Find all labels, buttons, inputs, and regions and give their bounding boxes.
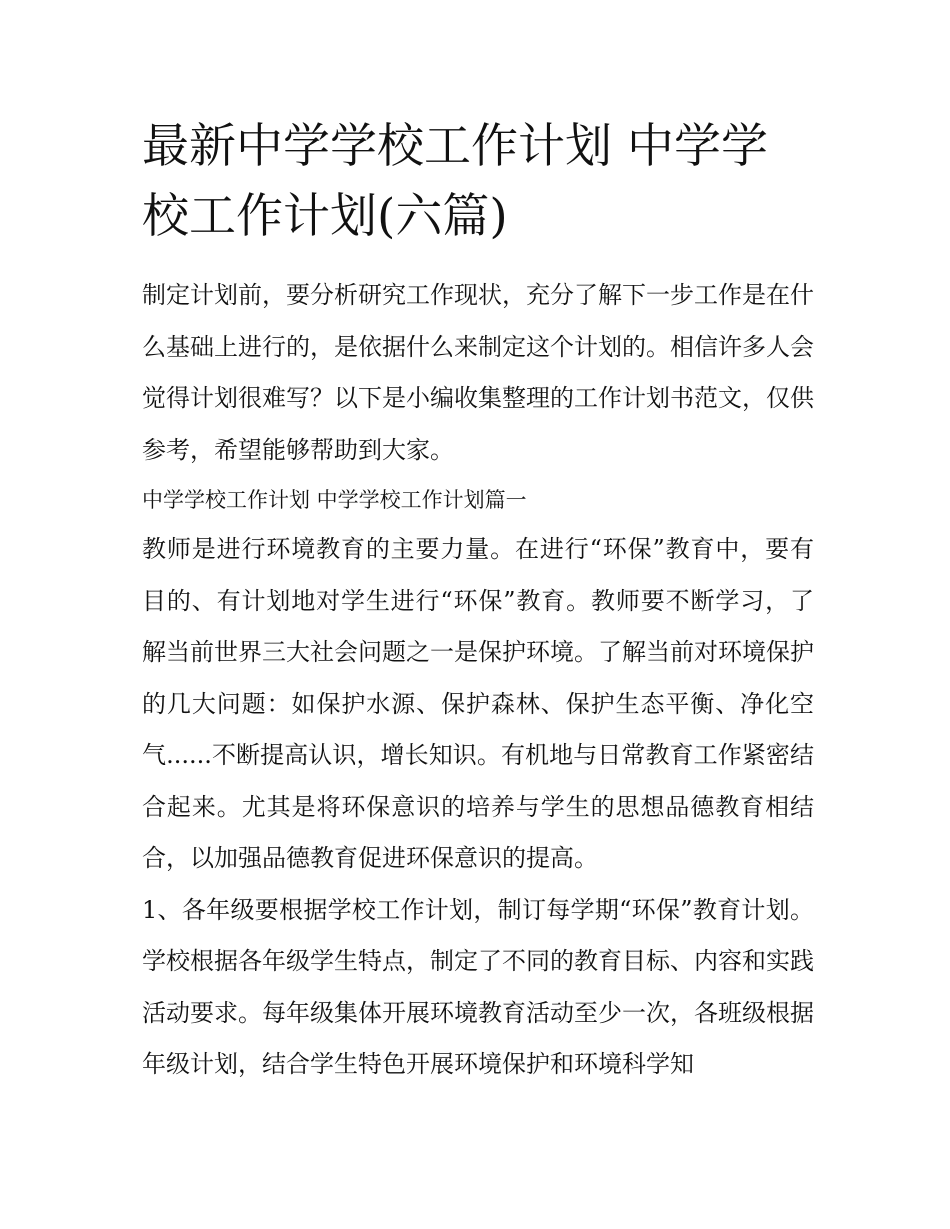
document-page <box>142 112 814 1091</box>
body-paragraph-2: 1、各年级要根据学校工作计划，制订每学期“环保”教育计划。学校根据各年级学生特点，制定了不同的教育目标、内容和实践活动要求。每年级集体开展环境教育活动至少一次，各班级根据年级计划，结合学生特色开展环境保护和环境科学知 <box>142 895 814 1078</box>
document-title: 最新中学学校工作计划 中学学校工作计划(六篇) <box>142 119 768 244</box>
body-paragraph-1: 教师是进行环境教育的主要力量。在进行“环保”教育中，要有目的、有计划地对学生进行“环保”教育。教师要不断学习，了解当前世界三大社会问题之一是保护环境。了解当前对环境保护的几大问题：如保护水源、保护森林、保护生态平衡、净化空气......不断提高认识，增长知识。有机地与日常教育工作紧密结合起来。尤其是将环保意识的培养与学生的思想品德教育相结合，以加强品德教育促进环保意识的提高。 <box>142 535 814 872</box>
intro-paragraph: 制定计划前，要分析研究工作现状，充分了解下一步工作是在什么基础上进行的，是依据什么来制定这个计划的。相信许多人会觉得计划很难写？以下是小编收集整理的工作计划书范文，仅供参考，希望能够帮助到大家。 <box>142 281 814 464</box>
section-heading: 中学学校工作计划 中学学校工作计划篇一 <box>142 488 527 512</box>
